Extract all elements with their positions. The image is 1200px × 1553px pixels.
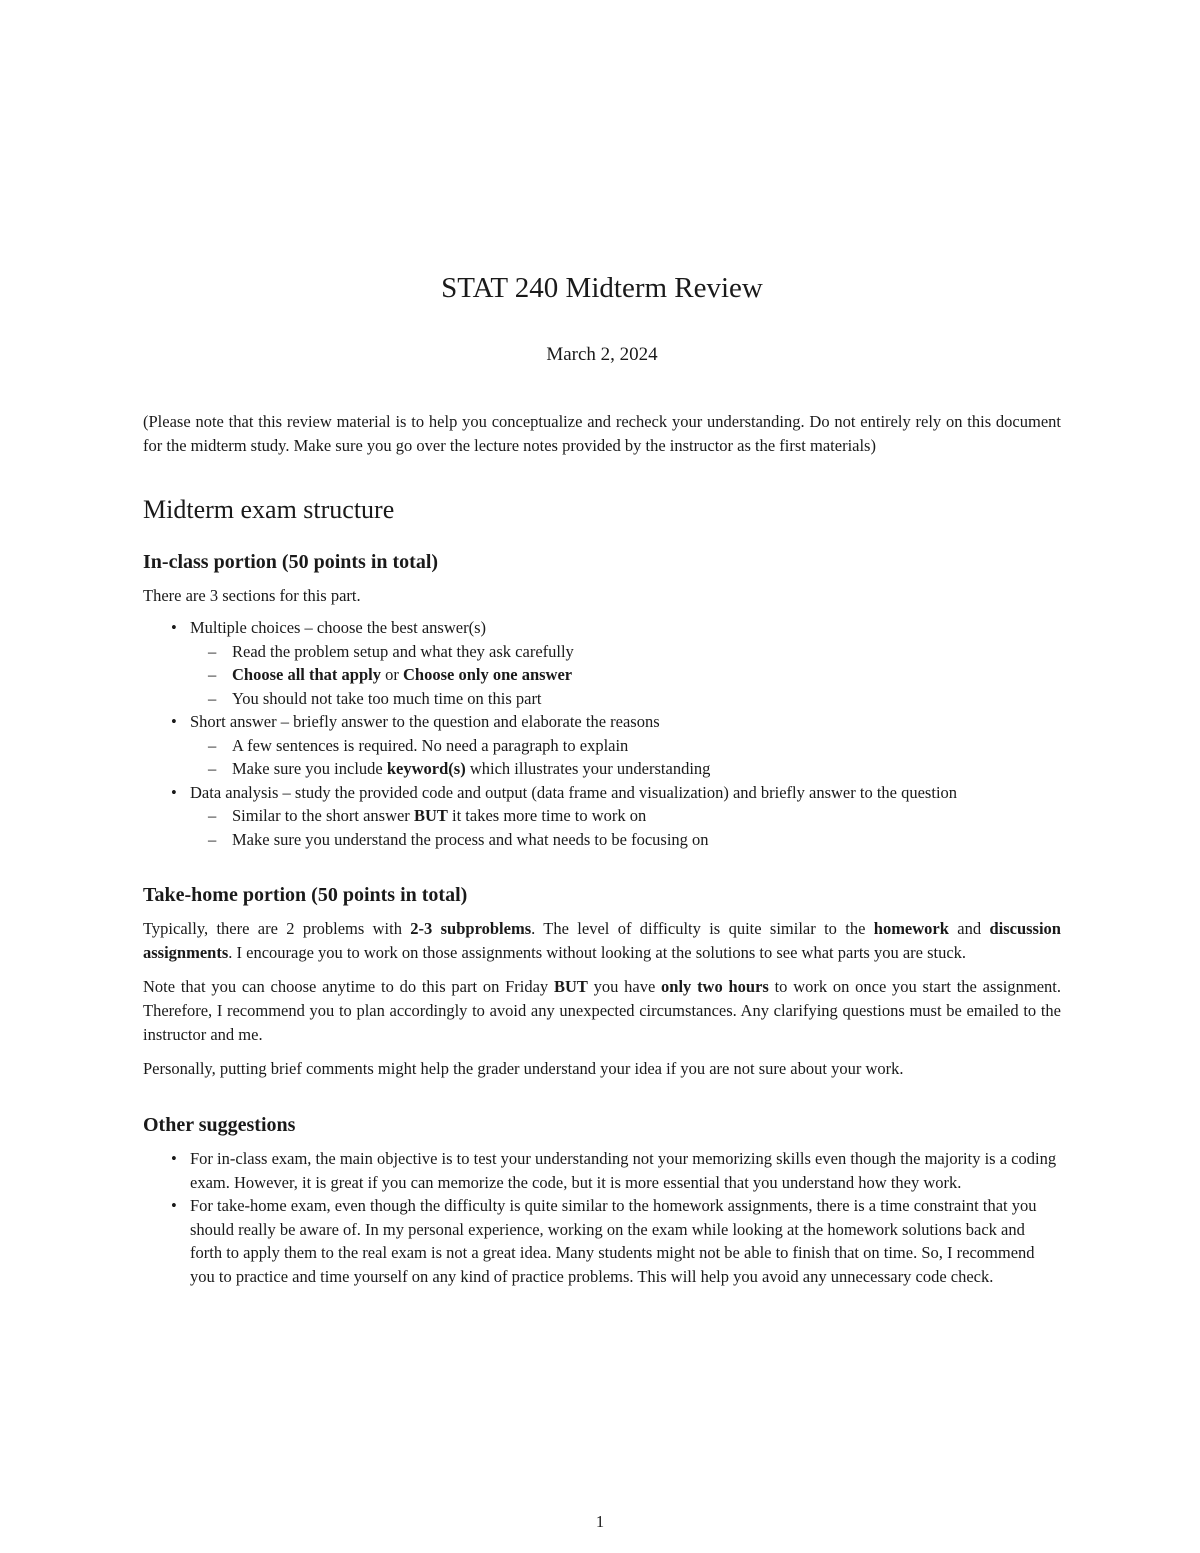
sublist-item [208, 757, 1061, 781]
bold-phrase-homework: homework [873, 919, 949, 938]
text-run: to work on once you start the assignment. Therefore, I recommend you to plan accordingly to avoid any unexpected circumstances. Any clarifying questions must be emailed to the instructor and me. [143, 977, 1061, 1044]
sublist-item-text: You should not take too much time on this part [232, 688, 542, 708]
text-run: . The level of difficulty is quite similar to the [531, 919, 874, 938]
take-home-paragraph-1 [143, 917, 1061, 965]
sublist-item-text: which illustrates your understanding [465, 759, 711, 778]
bold-phrase-choose-one: Choose only one answer [402, 665, 573, 684]
subheading-other-suggestions: Other suggestions [143, 1114, 296, 1136]
text-run: and [948, 919, 990, 938]
sublist-item-text: it takes more time to work on [447, 806, 647, 825]
bold-phrase-two-hours: only two hours [661, 977, 769, 996]
bold-phrase-but: BUT [553, 977, 588, 996]
page-content [143, 268, 1061, 1288]
dash-symbol: – [208, 665, 217, 684]
sublist-item [208, 734, 1061, 758]
sublist-item [208, 828, 1061, 852]
sublist-item-text: A few sentences is required. No need a paragraph to explain [232, 735, 629, 755]
list-item-text: Short answer – briefly answer to the question and elaborate the reasons [190, 712, 660, 731]
bold-phrase-discussion-assignments: discussion assignments [143, 919, 1061, 962]
bullet-symbol: • [171, 712, 177, 731]
sublist-item-text: or [380, 665, 403, 684]
sublist-item-text: Make sure you understand the process and what needs to be focusing on [232, 829, 709, 849]
text-run: Typically, there are 2 problems with [143, 919, 411, 938]
list-item-multiple-choice [171, 616, 1061, 710]
dash-symbol: – [208, 829, 217, 849]
list-item-text: Multiple choices – choose the best answer(s) [190, 618, 487, 637]
text-run: you have [587, 977, 662, 996]
dash-symbol: – [208, 735, 217, 755]
list-item-take-home-suggestion [171, 1194, 1061, 1288]
bold-phrase-choose-all: Choose all that apply [232, 665, 381, 684]
dash-symbol: – [208, 641, 217, 661]
sublist-item [208, 663, 1061, 687]
sublist-item [208, 804, 1061, 828]
bullet-symbol: • [171, 782, 177, 802]
dash-symbol: – [208, 759, 217, 778]
other-suggestions-list [143, 1147, 1061, 1288]
sublist-data-analysis [190, 804, 1061, 851]
list-item-data-analysis [171, 781, 1061, 852]
bullet-symbol: • [171, 1149, 177, 1168]
bold-phrase-but: BUT [413, 806, 448, 825]
dash-symbol: – [208, 806, 217, 825]
sublist-item [208, 640, 1061, 664]
subheading-take-home: Take-home portion (50 points in total) [143, 884, 468, 906]
sublist-item-text: Read the problem setup and what they ask carefully [232, 641, 574, 661]
sublist-short-answer [190, 734, 1061, 781]
list-item-text: For take-home exam, even though the difficulty is quite similar to the homework assignments, there is a time constraint that you should really be aware of. In my personal experience, working on the exam while looking at the homework solutions back and forth to apply them to the real exam is not a great idea. Many students might not be able to finish that on time. So, I recommend you to practice and time yourself on any kind of practice problems. This will help you avoid any unnecessary code check. [190, 1196, 1037, 1286]
document-title: STAT 240 Midterm Review [441, 272, 763, 304]
sublist-item-text: Make sure you include [232, 759, 387, 778]
take-home-paragraph-2 [143, 975, 1061, 1047]
sublist-item-text: Similar to the short answer [232, 806, 414, 825]
in-class-sections-list [143, 616, 1061, 851]
disclaimer-note: (Please note that this review material is to help you conceptualize and recheck your understanding. Do not entirely rely on this document for the midterm study. Make sure you go over the lecture notes provided by the instructor as the first materials) [143, 412, 1061, 455]
page-number: 1 [595, 1512, 605, 1531]
list-item-short-answer [171, 710, 1061, 781]
bold-phrase-keywords: keyword(s) [386, 759, 466, 778]
subheading-in-class: In-class portion (50 points in total) [143, 551, 439, 573]
section-heading-midterm-structure: Midterm exam structure [143, 495, 395, 524]
text-run: Note that you can choose anytime to do this part on Friday [143, 977, 554, 996]
sublist-item [208, 687, 1061, 711]
document-date: March 2, 2024 [546, 344, 658, 365]
list-item-in-class-suggestion [171, 1147, 1061, 1194]
text-run: . I encourage you to work on those assignments without looking at the solutions to see what parts you are stuck. [228, 943, 967, 962]
bullet-symbol: • [171, 618, 177, 637]
list-item-text: Data analysis – study the provided code and output (data frame and visualization) and briefly answer to the question [190, 782, 958, 802]
take-home-paragraph-3: Personally, putting brief comments might help the grader understand your idea if you are not sure about your work. [143, 1059, 904, 1078]
dash-symbol: – [208, 688, 217, 708]
bullet-symbol: • [171, 1196, 177, 1215]
sublist-multiple-choice [190, 640, 1061, 711]
list-item-text: For in-class exam, the main objective is to test your understanding not your memorizing skills even though the majority is a coding exam. However, it is great if you can memorize the code, but it is more essential that you understand how they work. [190, 1149, 1057, 1192]
bold-phrase-subproblems: 2-3 subproblems [410, 919, 532, 938]
in-class-intro: There are 3 sections for this part. [143, 586, 361, 605]
